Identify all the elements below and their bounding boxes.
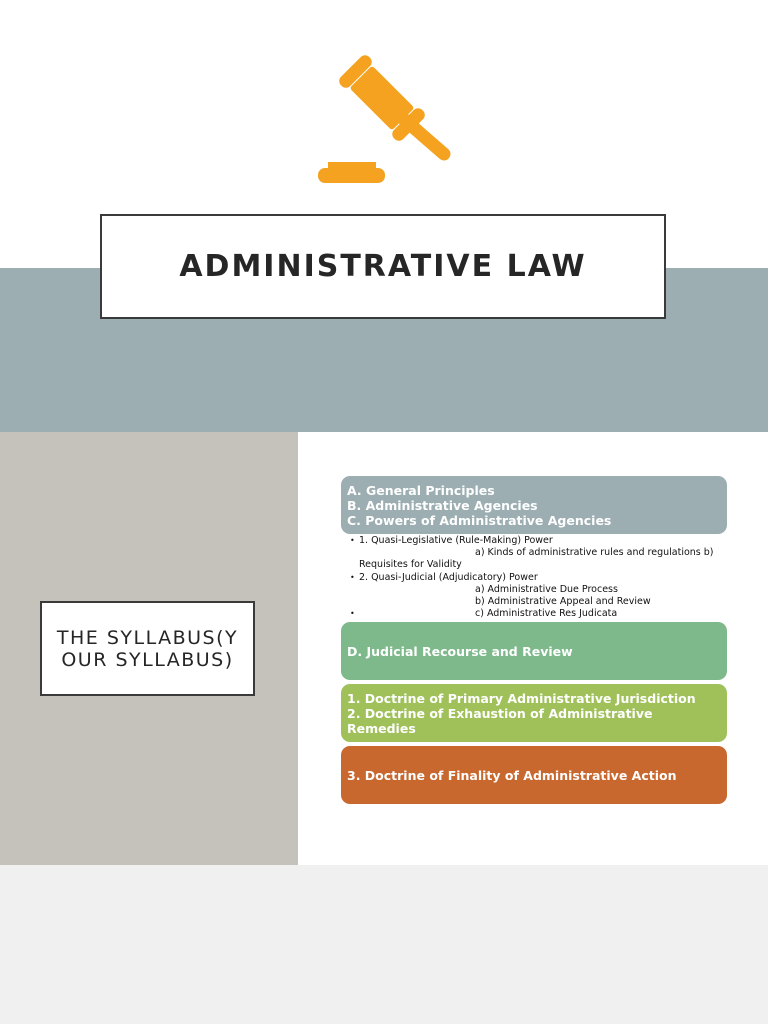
card-line: C. Powers of Administrative Agencies: [347, 512, 612, 528]
card-line: Remedies: [347, 720, 416, 736]
detail-line: • 2. Quasi-Judicial (Adjudicatory) Power: [350, 571, 538, 583]
syllabus-slide: [0, 432, 768, 865]
finality-card: [341, 746, 727, 804]
detail-line: a) Administrative Due Process: [475, 583, 618, 595]
bullet: •: [350, 536, 355, 545]
page-title: ADMINISTRATIVE LAW: [179, 249, 587, 284]
detail-line: b) Administrative Appeal and Review: [475, 596, 651, 608]
gavel-icon: [300, 40, 470, 190]
card-line: B. Administrative Agencies: [347, 497, 538, 513]
card-line: A. General Principles: [347, 482, 495, 498]
card-line: 3. Doctrine of Finality of Administrative Action: [347, 767, 677, 783]
powers-detail-list: [350, 535, 730, 621]
judicial-review-card: [341, 622, 727, 680]
principles-card: [341, 476, 727, 534]
bullet: •: [350, 572, 355, 582]
detail-line: • c) Administrative Res Judicata: [350, 608, 618, 620]
bullet: •: [350, 609, 355, 619]
title-slide: [0, 0, 768, 432]
left-panel: [0, 432, 298, 865]
syllabus-heading: THE SYLLABUS(YOUR SYLLABUS): [56, 626, 239, 671]
card-line: 1. Doctrine of Primary Administrative Jurisdiction: [347, 690, 696, 706]
card-line: D. Judicial Recourse and Review: [347, 643, 573, 659]
title-box: [100, 214, 666, 319]
syllabus-heading-box: [40, 601, 255, 696]
card-line: 2. Doctrine of Exhaustion of Administrative: [347, 705, 653, 721]
detail-line: • 1. Quasi-Legislative (Rule-Making) Power: [350, 535, 553, 546]
page-background: [0, 865, 768, 1024]
detail-line: Requisites for Validity: [359, 559, 462, 571]
detail-line: a) Kinds of administrative rules and regulations b): [475, 547, 714, 559]
doctrines-card: [341, 684, 727, 742]
